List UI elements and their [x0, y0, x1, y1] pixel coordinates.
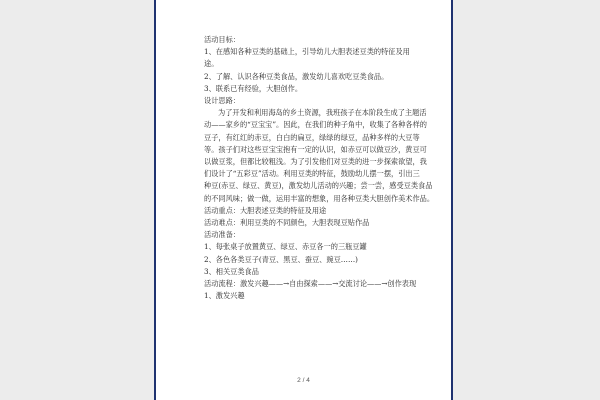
design-line-2: 动——家乡的“豆宝宝”。因此，在我们的种子角中，收集了各种各样的 — [204, 120, 427, 130]
activity-difficulty: 活动难点：利用豆类的不同颜色，大胆表现豆贴作品 — [204, 218, 370, 228]
page-content — [204, 34, 434, 302]
design-line-1: 为了开发和利用海岛的乡土资源，我班孩子在本阶段生成了主题活 — [218, 108, 427, 118]
goal-1-continued: 途。 — [204, 59, 219, 69]
page-number: 2 / 4 — [297, 377, 310, 384]
goal-1: 1、在感知各种豆类的基础上，引导幼儿大胆表述豆类的特征及用 — [204, 47, 410, 57]
design-line-8: 的不同风味；做一做，运用丰富的想象，用各种豆类大胆创作美术作品。 — [204, 193, 435, 203]
heading-activity-prep: 活动准备： — [204, 230, 240, 240]
document-page — [154, 0, 453, 400]
goal-3: 3、联系已有经验，大胆创作。 — [204, 83, 303, 93]
flow-step-1: 1、激发兴趣 — [204, 291, 245, 301]
design-line-4: 等。孩子们对这些豆宝宝抱有一定的认识，如赤豆可以做豆沙，黄豆可 — [204, 144, 427, 154]
goal-2: 2、了解、认识各种豆类食品，激发幼儿喜欢吃豆类食品。 — [204, 71, 389, 81]
prep-2: 2、各色各类豆子(青豆、黑豆、蚕豆、豌豆……) — [204, 254, 358, 264]
prep-1: 1、每张桌子放置黄豆、绿豆、赤豆各一的三瓶豆罐 — [204, 242, 367, 252]
prep-3: 3、相关豆类食品 — [204, 266, 259, 276]
activity-focus: 活动重点：大胆表述豆类的特征及用途 — [204, 205, 327, 215]
design-line-5: 以做豆浆，但都比较粗浅。为了引发他们对豆类的进一步探索欲望，我 — [204, 157, 427, 167]
design-line-3: 豆子，有红红的赤豆，白白的扁豆，绿绿的绿豆，品种多样的大豆等 — [204, 132, 420, 142]
design-line-7: 种豆(赤豆、绿豆、黄豆)，激发幼儿活动的兴趣；尝一尝，感受豆类食品 — [204, 181, 433, 191]
activity-flow: 活动流程：激发兴趣——→自由探索——→交流讨论——→创作表现 — [204, 279, 417, 289]
heading-design-idea: 设计思路： — [204, 96, 240, 106]
design-line-6: 们设计了“五彩豆”活动。利用豆类的特征，鼓励幼儿摆一摆，引出三 — [204, 169, 420, 179]
heading-activity-goals: 活动目标： — [204, 35, 240, 44]
